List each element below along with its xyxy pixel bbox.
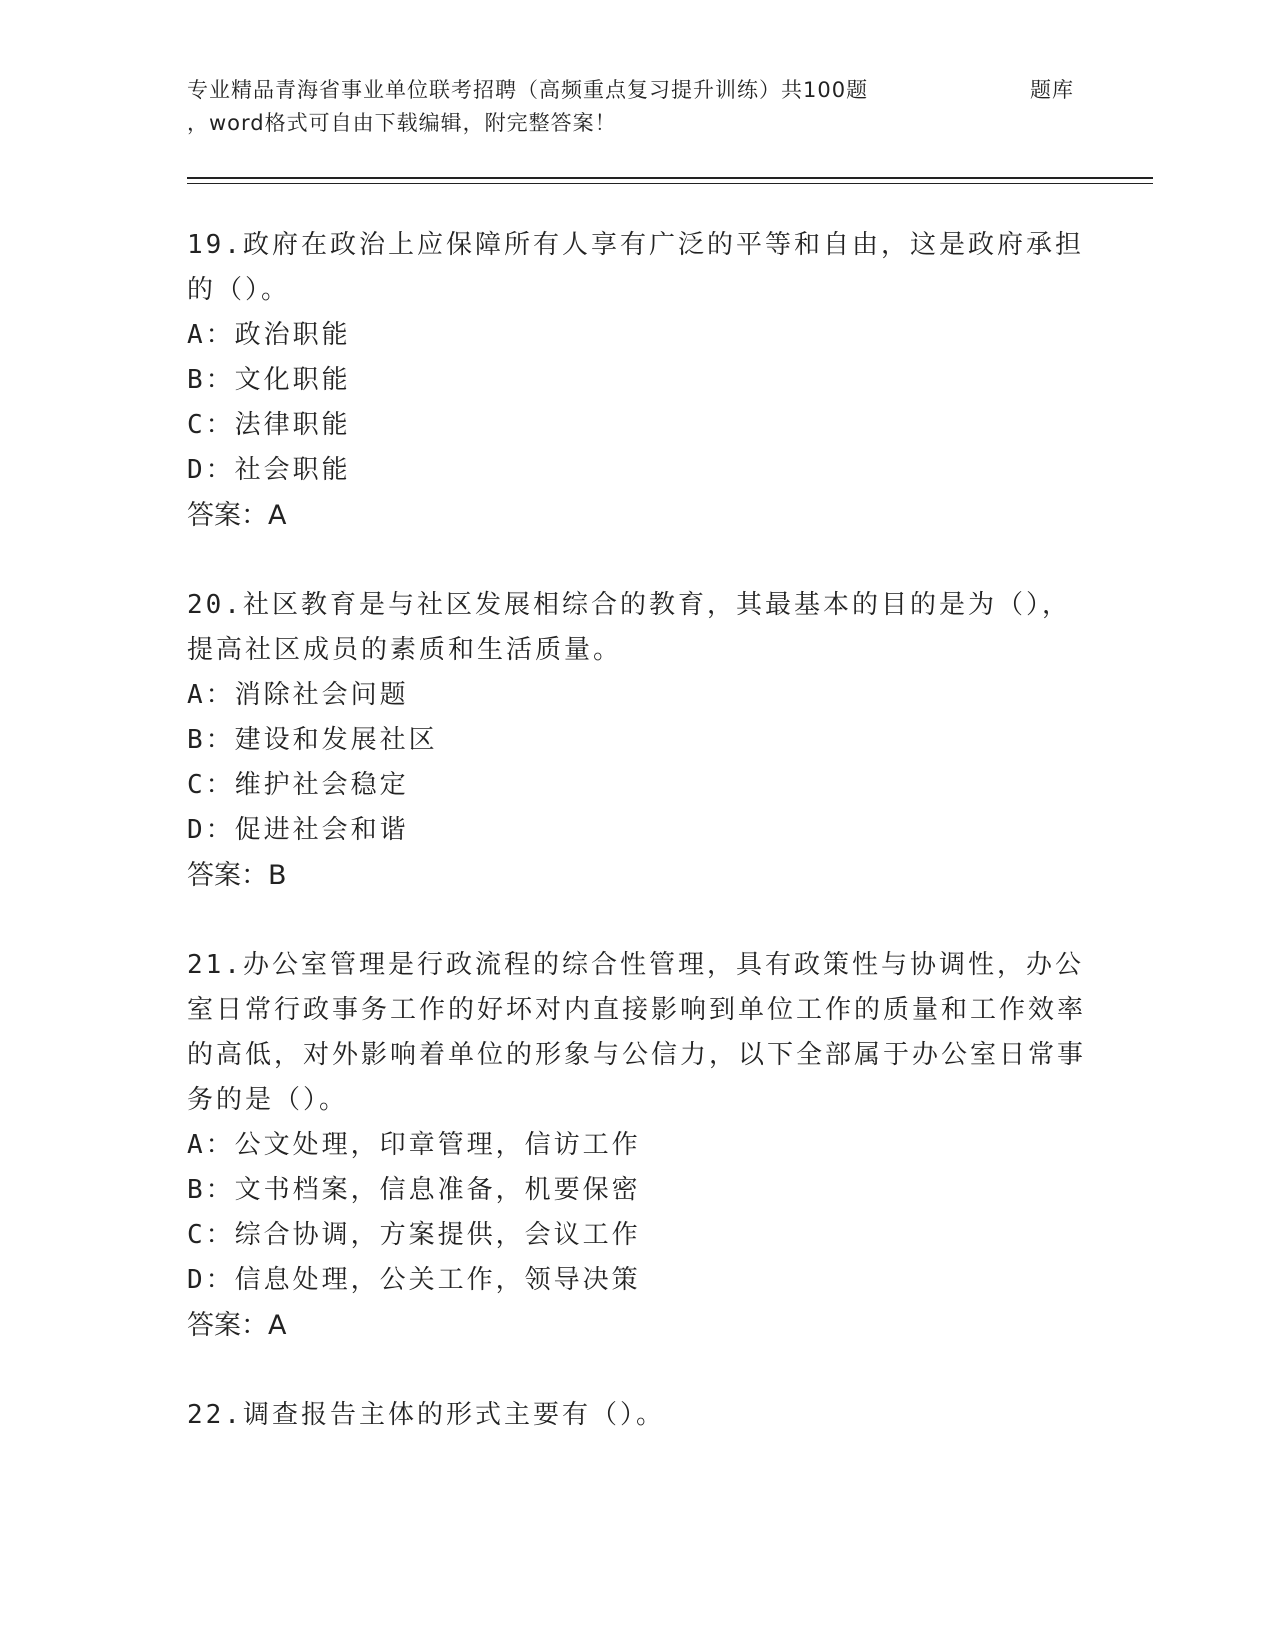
option-a: A：消除社会问题 — [187, 680, 409, 710]
question-stem: 22.调查报告主体的形式主要有（）。 — [187, 1400, 665, 1430]
header-subtitle: ，word格式可自由下载编辑，附完整答案！ — [187, 111, 617, 135]
header-divider — [187, 177, 1153, 179]
question-stem: 21.办公室管理是行政流程的综合性管理，具有政策性与协调性，办公室日常行政事务工作的好坏对内直接影响到单位工作的质量和工作效率的高低，对外影响着单位的形象与公信力，以下全部属于办公室日常事务的是（）。 — [187, 950, 1087, 1115]
question-19 — [187, 223, 1087, 539]
option-a: A：公文处理，印章管理，信访工作 — [187, 1130, 641, 1160]
answer: 答案：A — [187, 500, 287, 531]
option-d: D：信息处理，公关工作，领导决策 — [187, 1265, 641, 1295]
header-label: 题库 — [1030, 78, 1074, 102]
question-20 — [187, 583, 1087, 899]
answer: 答案：A — [187, 1310, 287, 1341]
header-divider-thin — [187, 183, 1153, 184]
option-d: D：社会职能 — [187, 455, 351, 485]
option-c: C：综合协调，方案提供，会议工作 — [187, 1220, 641, 1250]
option-a: A：政治职能 — [187, 320, 351, 350]
question-22 — [187, 1393, 1087, 1438]
option-b: B：文书档案，信息准备，机要保密 — [187, 1175, 641, 1205]
page-header — [187, 74, 1147, 144]
option-c: C：法律职能 — [187, 410, 351, 440]
option-b: B：建设和发展社区 — [187, 725, 438, 755]
option-d: D：促进社会和谐 — [187, 815, 409, 845]
option-b: B：文化职能 — [187, 365, 351, 395]
header-title: 专业精品青海省事业单位联考招聘（高频重点复习提升训练）共100题 — [187, 78, 869, 102]
question-stem: 20.社区教育是与社区发展相综合的教育，其最基本的目的是为（），提高社区成员的素质和生活质量。 — [187, 590, 1071, 665]
question-21 — [187, 943, 1087, 1349]
option-c: C：维护社会稳定 — [187, 770, 409, 800]
answer: 答案：B — [187, 860, 287, 891]
question-stem: 19.政府在政治上应保障所有人享有广泛的平等和自由，这是政府承担的（）。 — [187, 230, 1084, 305]
